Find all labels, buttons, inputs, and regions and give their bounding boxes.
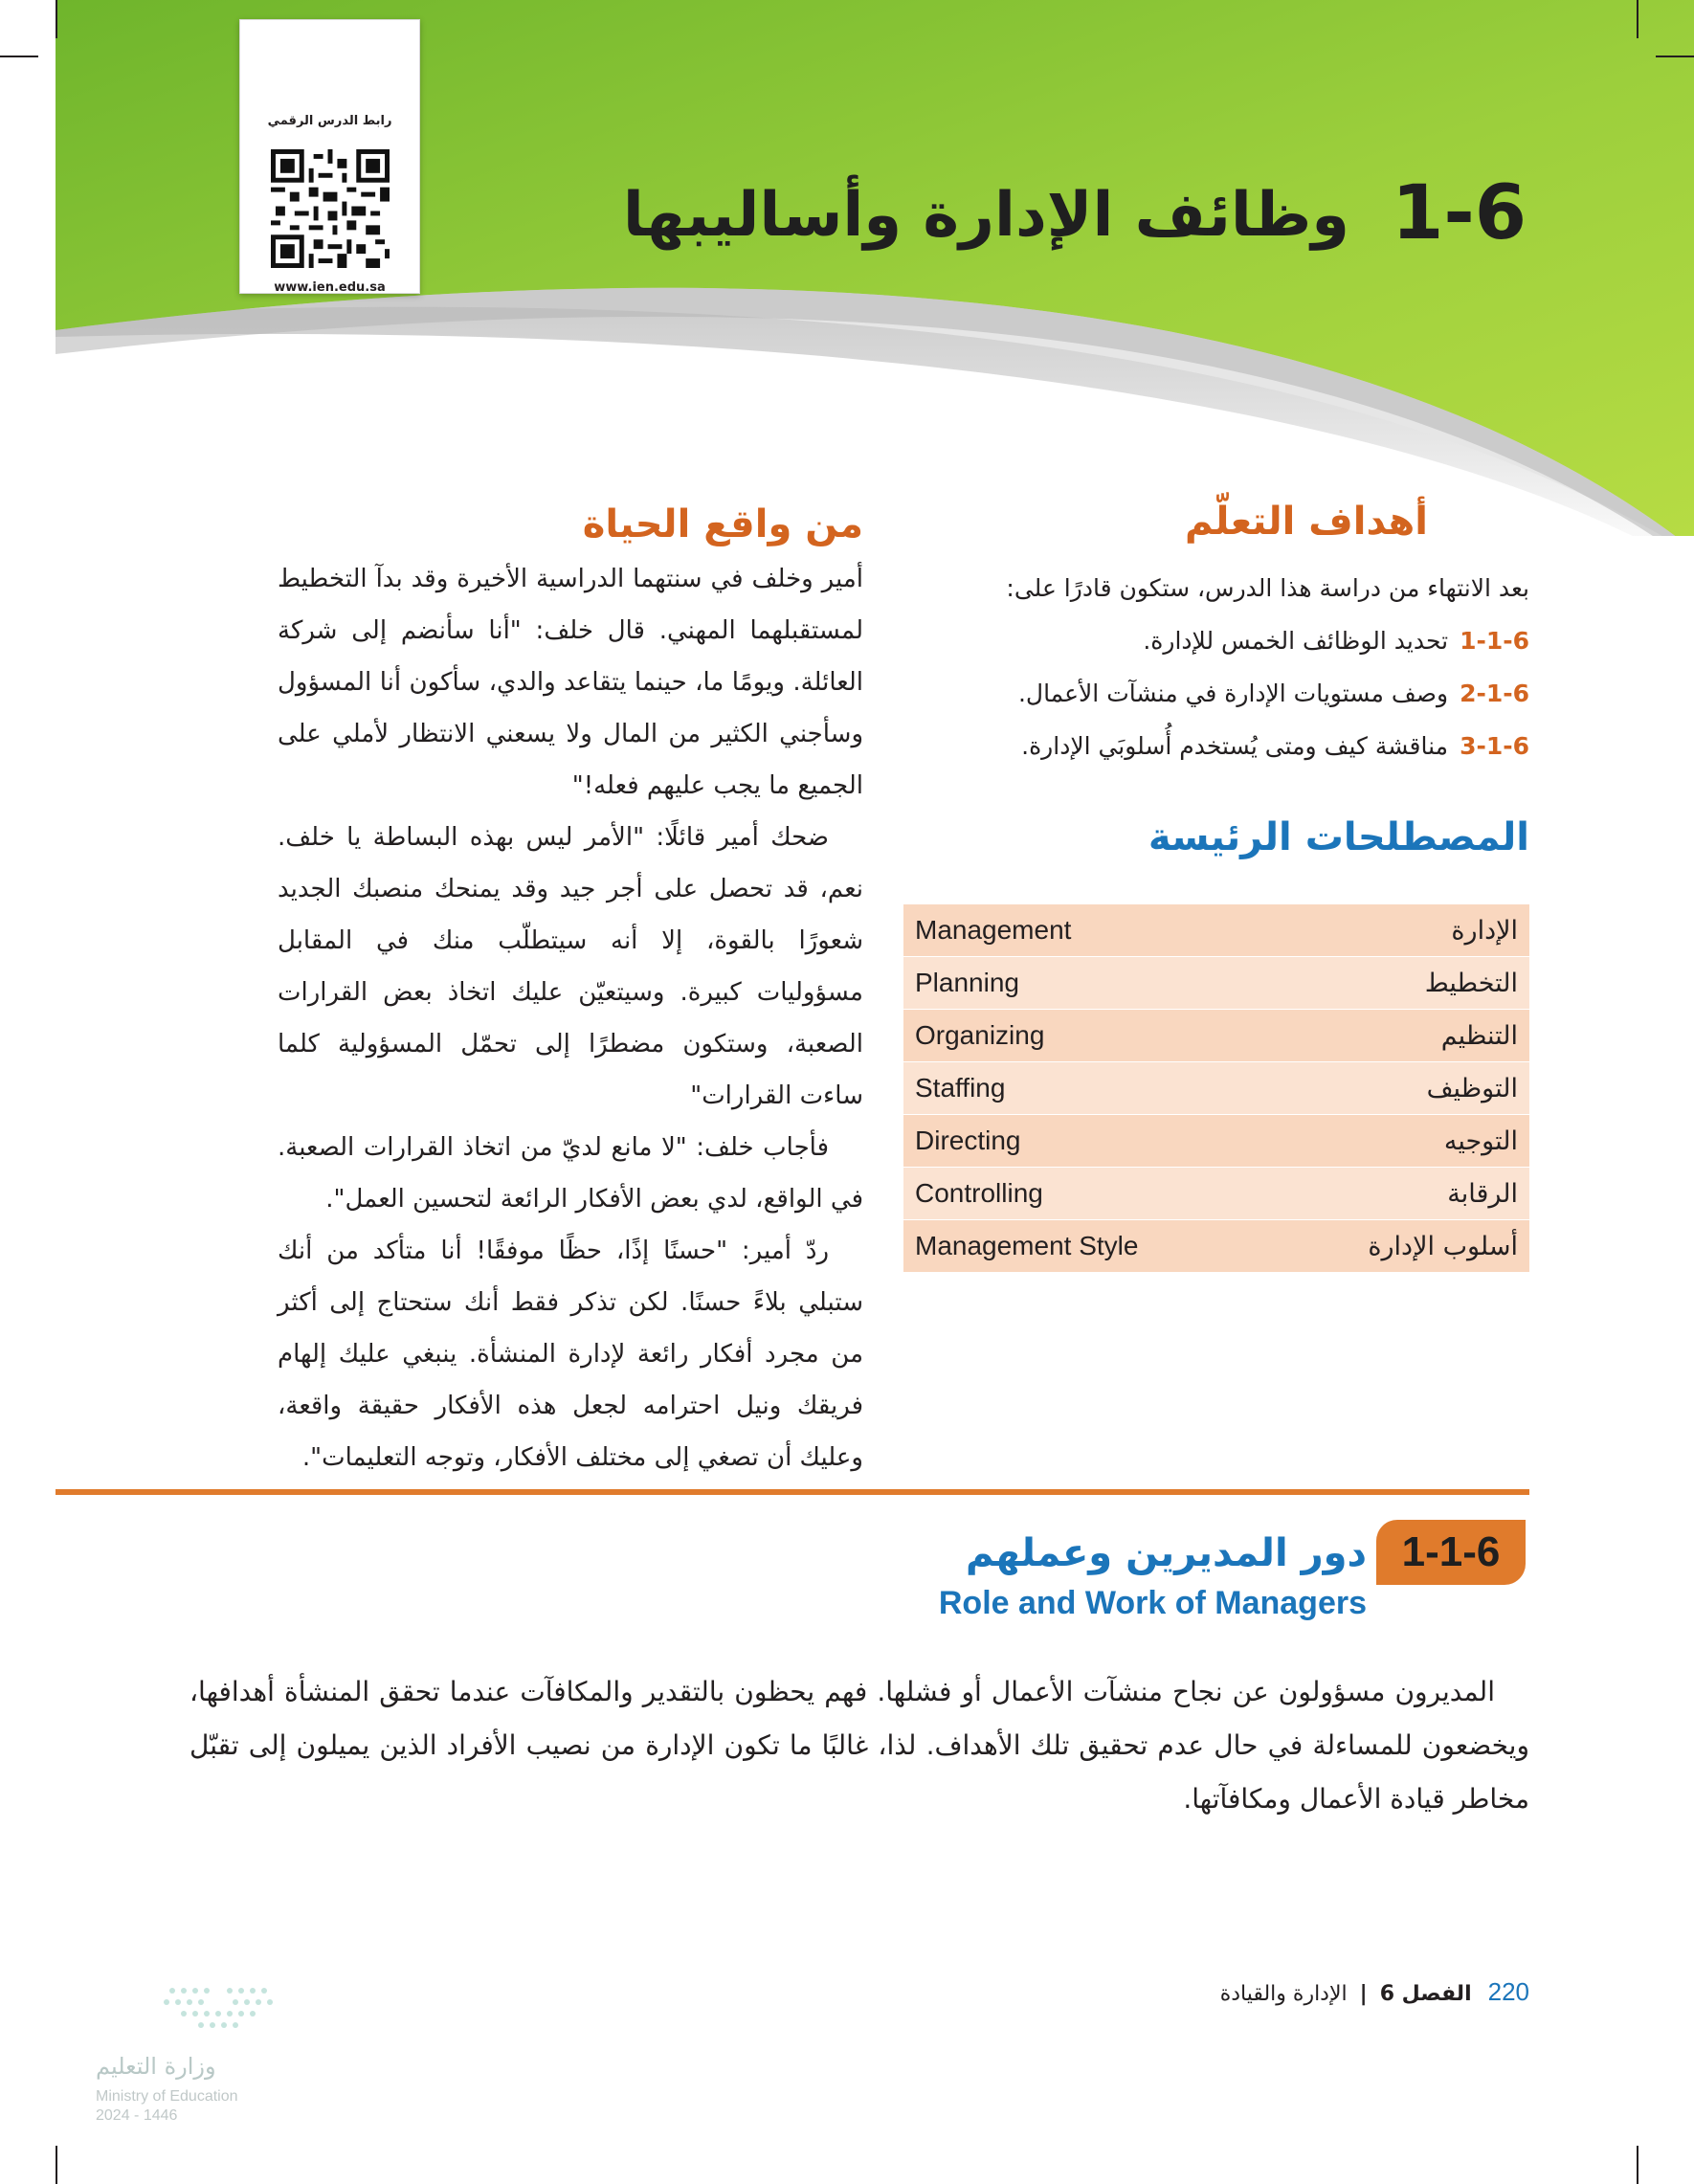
key-term-row (903, 1115, 1529, 1168)
key-term-ar: أسلوب الإدارة (1271, 1220, 1529, 1273)
lesson-title: وظائف الإدارة وأساليبها (622, 180, 1349, 251)
key-term-ar: الرقابة (1271, 1168, 1529, 1220)
key-term-en: Directing (903, 1115, 1271, 1168)
story-paragraph: ضحك أمير قائلًا: "الأمر ليس بهذه البساطة يا خلف. نعم، قد تحصل على أجر جيد وقد يمنحك منصبك الجديد شعورًا بالقوة، إلا أنه سيتطلّب منك في المقابل مسؤوليات كبيرة. وسيتعيّن عليك اتخاذ بعض القرارات الصعبة، وستكون مضطرًا إلى تحمّل المسؤولية كلما ساءت القرارات" (278, 823, 863, 1110)
crop-mark (1656, 56, 1694, 57)
real-life-story (278, 553, 863, 1483)
key-term-row (903, 1062, 1529, 1115)
crop-mark (56, 0, 57, 38)
key-terms-heading: المصطلحات الرئيسة (1148, 815, 1529, 859)
key-term-ar: التخطيط (1271, 957, 1529, 1010)
key-term-en: Management (903, 904, 1271, 957)
key-term-ar: التوجيه (1271, 1115, 1529, 1168)
section-divider (56, 1489, 1529, 1495)
section-title-ar: دور المديرين وعملهم (966, 1531, 1367, 1575)
key-term-row (903, 1010, 1529, 1062)
key-term-ar: التنظيم (1271, 1010, 1529, 1062)
page-footer (1220, 1977, 1529, 2007)
key-term-row (903, 957, 1529, 1010)
objective-code: 3-1-6 (1460, 732, 1529, 760)
crop-mark (56, 2146, 57, 2184)
key-term-row (903, 1168, 1529, 1220)
objective-item (898, 732, 1529, 760)
key-terms-table (903, 904, 1529, 1273)
objective-item (898, 627, 1529, 655)
qr-caption: رابط الدرس الرقمي (267, 114, 392, 128)
ministry-name-en: Ministry of Education (96, 2088, 238, 2105)
key-term-ar: الإدارة (1271, 904, 1529, 957)
section-body: المديرون مسؤولون عن نجاح منشآت الأعمال أو فشلها. فهم يحظون بالتقدير والمكافآت عندما تحقق المنشأة أهدافها، ويخضعون للمساءلة في حال عدم تحقيق تلك الأهداف. لذا، غالبًا ما تكون الإدارة من نصيب الأفراد الذين يميلون إلى تقبّل مخاطر قيادة الأعمال ومكافآتها. (189, 1676, 1529, 1815)
footer-separator: | (1359, 1982, 1368, 2006)
lesson-number: 1-6 (1392, 170, 1527, 256)
key-term-en: Staffing (903, 1062, 1271, 1115)
story-paragraph: فأجاب خلف: "لا مانع لديّ من اتخاذ القرارات الصعبة. في الواقع، لدي بعض الأفكار الرائعة لتحسين العمل". (278, 1133, 863, 1214)
key-term-en: Planning (903, 957, 1271, 1010)
key-term-row (903, 904, 1529, 957)
crop-mark (1637, 2146, 1638, 2184)
qr-code-icon[interactable] (271, 149, 390, 268)
objective-item (898, 680, 1529, 707)
crop-mark (1637, 0, 1638, 38)
qr-url[interactable]: www.ien.edu.sa (274, 280, 386, 295)
page-number: 220 (1487, 1977, 1529, 2006)
story-paragraph: أمير وخلف في سنتهما الدراسية الأخيرة وقد بدآ التخطيط لمستقبلهما المهني. قال خلف: "أنا سأنضم إلى شركة العائلة. ويومًا ما، حينما يتقاعد والدي، سأكون أنا المسؤول وسأجني الكثير من المال ولا يسعني الانتظار لأملي على الجميع ما يجب عليهم فعله!" (278, 565, 863, 800)
objectives-heading: أهداف التعلّم (1185, 500, 1428, 544)
crop-mark (0, 56, 38, 57)
objective-text: مناقشة كيف ومتى يُستخدم أُسلوبَي الإدارة. (1021, 732, 1449, 760)
story-paragraph: ردّ أمير: "حسنًا إذًا، حظًا موفقًا! أنا متأكد من أنك ستبلي بلاءً حسنًا. لكن تذكر فقط أنك ستحتاج إلى أكثر من مجرد أفكار رائعة لإدارة المنشأة. ينبغي عليك إلهام فريقك ونيل احترامه لجعل هذه الأفكار حقيقة واقعة، وعليك أن تصغي إلى مختلف الأفكار، وتوجه التعليمات". (278, 1237, 863, 1472)
ministry-name-ar: وزارة التعليم (96, 2053, 216, 2080)
chapter-label: الفصل 6 (1379, 1982, 1472, 2006)
digital-lesson-card[interactable] (239, 19, 420, 294)
key-term-en: Organizing (903, 1010, 1271, 1062)
objective-text: تحديد الوظائف الخمس للإدارة. (1143, 627, 1449, 655)
key-term-en: Management Style (903, 1220, 1271, 1273)
objective-text: وصف مستويات الإدارة في منشآت الأعمال. (1017, 680, 1449, 707)
key-term-row (903, 1220, 1529, 1273)
section-number: 1-1-6 (1401, 1528, 1501, 1575)
objective-code: 1-1-6 (1460, 627, 1529, 655)
objective-code: 2-1-6 (1460, 680, 1529, 707)
ministry-logo-icon (96, 1981, 325, 2048)
book-title: الإدارة والقيادة (1219, 1982, 1348, 2006)
section-number-badge (1376, 1520, 1526, 1585)
ministry-year: 2024 - 1446 (96, 2107, 178, 2124)
real-life-heading: من واقع الحياة (582, 502, 863, 546)
section-title-en: Role and Work of Managers (938, 1585, 1367, 1621)
objectives-intro: بعد الانتهاء من دراسة هذا الدرس، ستكون قادرًا على: (1006, 574, 1529, 602)
key-term-ar: التوظيف (1271, 1062, 1529, 1115)
key-term-en: Controlling (903, 1168, 1271, 1220)
